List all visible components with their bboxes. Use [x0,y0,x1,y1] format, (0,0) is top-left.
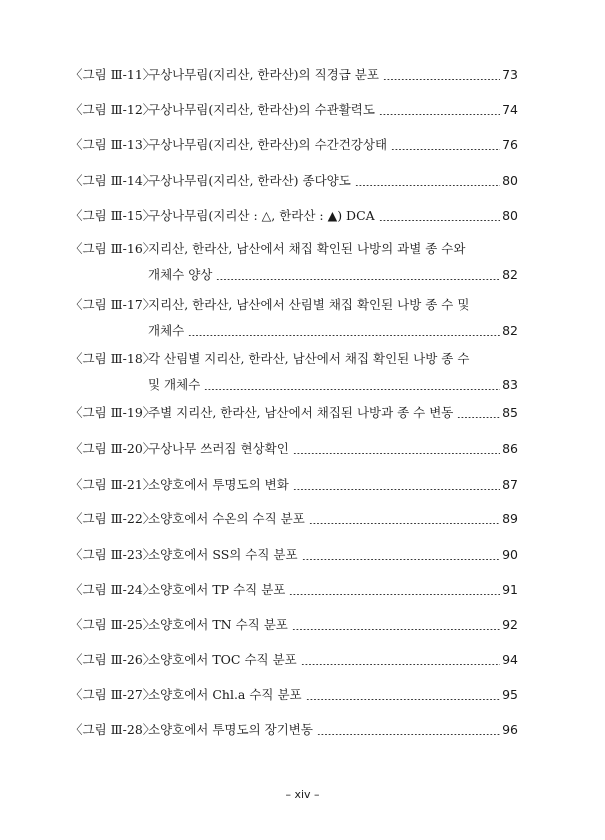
figure-title-continued: 및 개체수 [148,377,201,392]
dot-leader [317,734,500,735]
dot-leader [379,114,500,115]
toc-entry[interactable] [70,546,518,564]
page-number: 92 [502,617,518,632]
figure-title: 소양호에서 TN 수직 분포 [148,617,288,632]
page-number: 73 [502,67,518,82]
toc-entry[interactable] [70,510,518,528]
page-number: 90 [502,547,518,562]
toc-entry[interactable] [70,440,518,458]
page-number: 87 [502,477,518,492]
page-number: 95 [502,687,518,702]
toc-entry[interactable] [70,296,518,340]
dot-leader [302,559,501,560]
dot-leader [306,699,500,700]
dot-leader [292,629,500,630]
figure-label: 〈그림 Ⅲ-14〉 [70,173,156,188]
figure-label: 〈그림 Ⅲ-15〉 [70,208,156,223]
figure-title: 구상나무림(지리산, 한라산)의 직경급 분포 [148,67,379,82]
toc-entry[interactable] [70,172,518,190]
figure-title: 구상나무림(지리산 : △, 한라산 : ▲) DCA [148,208,375,223]
toc-entry[interactable] [70,207,518,225]
figure-label: 〈그림 Ⅲ-21〉 [70,477,156,492]
figure-title-continued: 개체수 [148,323,185,338]
figure-title: 각 산림별 지리산, 한라산, 남산에서 채집 확인된 나방 종 수 [148,351,470,366]
dot-leader [457,417,500,418]
figure-title: 소양호에서 TP 수직 분포 [148,582,286,597]
figure-label: 〈그림 Ⅲ-25〉 [70,617,156,632]
page-number: 86 [502,441,518,456]
page-number: 85 [502,405,518,420]
page-number: 89 [502,511,518,526]
toc-entry[interactable] [70,240,518,284]
page-number: 76 [502,137,518,152]
figure-title: 주별 지리산, 한라산, 남산에서 채집된 나방과 종 수 변동 [148,405,454,420]
page-number: 74 [502,102,518,117]
figure-label: 〈그림 Ⅲ-28〉 [70,722,156,737]
page-number: 96 [502,722,518,737]
figure-title: 소양호에서 수온의 수직 분포 [148,511,305,526]
dot-leader [301,664,500,665]
figure-title: 소양호에서 투명도의 장기변동 [148,722,313,737]
toc-entry[interactable] [70,581,518,599]
figure-label: 〈그림 Ⅲ-11〉 [70,67,156,82]
dot-leader [289,594,500,595]
figure-title: 구상나무림(지리산, 한라산)의 수간건강상태 [148,137,388,152]
figure-label: 〈그림 Ⅲ-13〉 [70,137,156,152]
dot-leader [309,523,500,524]
figure-label: 〈그림 Ⅲ-22〉 [70,511,156,526]
figure-label: 〈그림 Ⅲ-23〉 [70,547,156,562]
figure-title: 소양호에서 TOC 수직 분포 [148,652,297,667]
dot-leader [293,489,500,490]
figure-title: 구상나무림(지리산, 한라산) 종다양도 [148,173,351,188]
toc-entry[interactable] [70,404,518,422]
page-number: 91 [502,582,518,597]
dot-leader [391,149,500,150]
figure-label: 〈그림 Ⅲ-17〉 [70,297,156,312]
figure-title: 소양호에서 투명도의 변화 [148,477,289,492]
toc-entry[interactable] [70,721,518,739]
toc-entry[interactable] [70,350,518,394]
page-number: 94 [502,652,518,667]
figure-title: 구상나무 쓰러짐 현상확인 [148,441,289,456]
figure-label: 〈그림 Ⅲ-24〉 [70,582,156,597]
figure-label: 〈그림 Ⅲ-16〉 [70,241,156,256]
toc-entry[interactable] [70,651,518,669]
page-number: 80 [502,173,518,188]
dot-leader [216,279,500,280]
page-number: 82 [502,323,518,338]
dot-leader [204,389,500,390]
figure-title: 소양호에서 SS의 수직 분포 [148,547,298,562]
dot-leader [188,335,500,336]
page-number: 82 [502,267,518,282]
toc-entry[interactable] [70,616,518,634]
figure-label: 〈그림 Ⅲ-27〉 [70,687,156,702]
figure-label: 〈그림 Ⅲ-19〉 [70,405,156,420]
toc-entry[interactable] [70,66,518,84]
toc-entry[interactable] [70,101,518,119]
figure-title-continued: 개체수 양상 [148,267,213,282]
dot-leader [293,453,500,454]
figure-label: 〈그림 Ⅲ-26〉 [70,652,156,667]
page-number: 83 [502,377,518,392]
figure-label: 〈그림 Ⅲ-12〉 [70,102,156,117]
toc-entry[interactable] [70,686,518,704]
figure-title: 소양호에서 Chl.a 수직 분포 [148,687,302,702]
page-number: 80 [502,208,518,223]
dot-leader [383,79,500,80]
toc-entry[interactable] [70,476,518,494]
page-number-footer: – xiv – [285,788,320,801]
dot-leader [355,185,500,186]
figure-title: 지리산, 한라산, 남산에서 채집 확인된 나방의 과별 종 수와 [148,241,466,256]
toc-entry[interactable] [70,136,518,154]
figure-title: 지리산, 한라산, 남산에서 산림별 채집 확인된 나방 종 수 및 [148,297,470,312]
figure-title: 구상나무림(지리산, 한라산)의 수관활력도 [148,102,375,117]
figure-label: 〈그림 Ⅲ-18〉 [70,351,156,366]
figure-label: 〈그림 Ⅲ-20〉 [70,441,156,456]
dot-leader [379,220,500,221]
